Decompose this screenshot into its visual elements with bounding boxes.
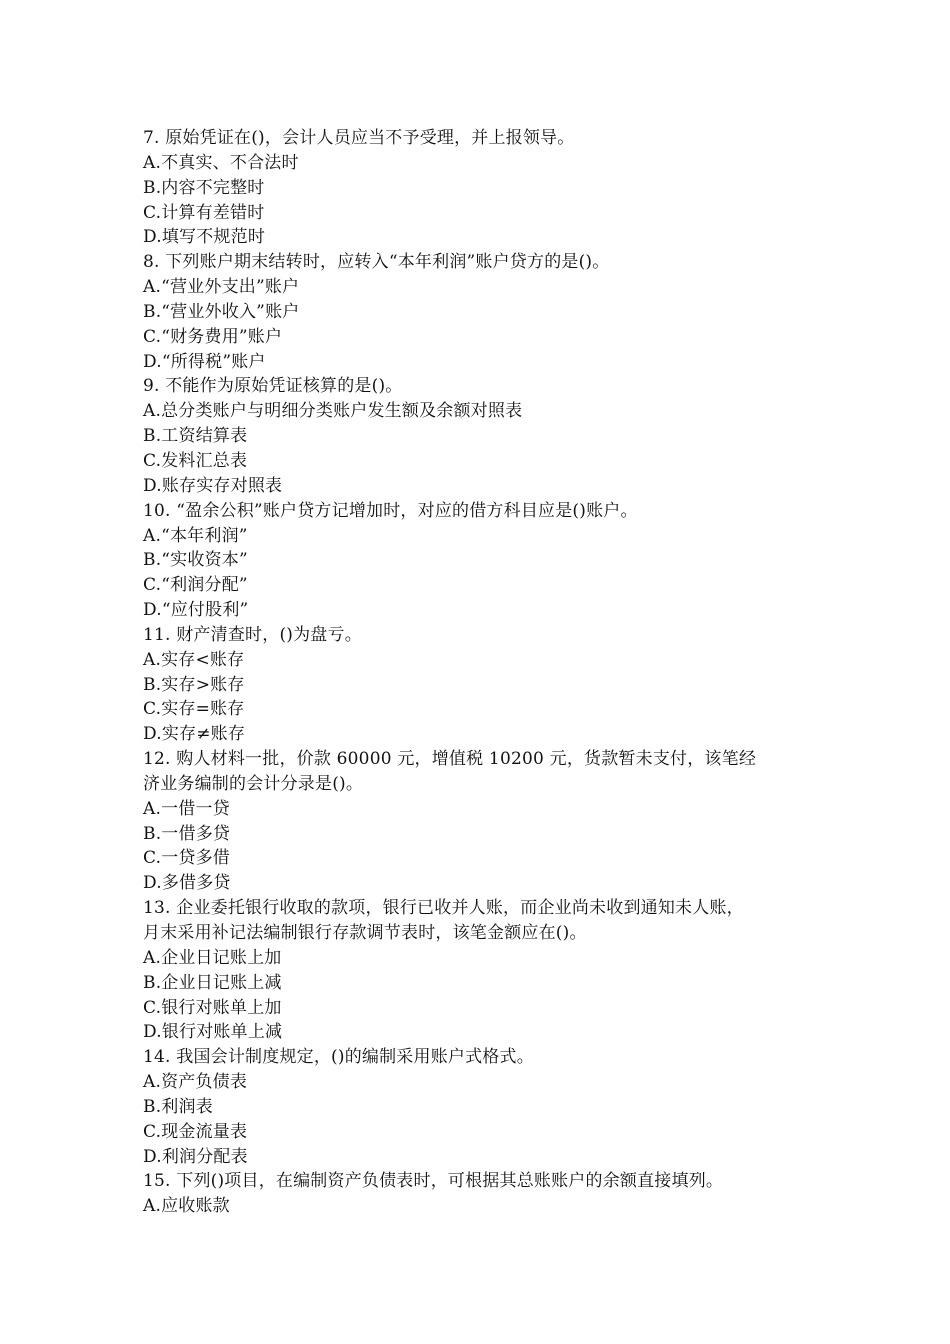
question-14-option-b: B.利润表: [143, 1096, 213, 1117]
question-10-option-d: D.“应付股利”: [143, 600, 249, 621]
question-14-option-a: A.资产负债表: [143, 1072, 248, 1093]
question-11-option-c: C.实存=账存: [143, 699, 245, 720]
question-10-option-b: B.“实收资本”: [143, 550, 248, 571]
question-7-option-a: A.不真实、不合法时: [143, 152, 299, 173]
question-9-option-d: D.账存实存对照表: [143, 475, 283, 496]
question-9-option-a: A.总分类账户与明细分类账户发生额及余额对照表: [143, 401, 523, 422]
question-7-option-d: D.填写不规范时: [143, 227, 266, 248]
question-10-stem: 10. “盈余公积”账户贷方记增加时，对应的借方科目应是()账户。: [143, 500, 638, 521]
question-13-option-d: D.银行对账单上减: [143, 1022, 283, 1043]
question-11-option-b: B.实存>账存: [143, 674, 245, 695]
question-14-stem: 14. 我国会计制度规定，()的编制采用账户式格式。: [143, 1047, 534, 1068]
question-12-option-b: B.一借多贷: [143, 823, 231, 844]
question-12-stem-line-1: 12. 购人材料一批，价款 60000 元，增值税 10200 元，货款暂未支付，该笔经: [143, 749, 757, 770]
question-12-option-c: C.一贷多借: [143, 848, 231, 869]
question-14-option-d: D.利润分配表: [143, 1146, 248, 1167]
document-page: [143, 126, 803, 1219]
question-10-option-a: A.“本年利润”: [143, 525, 248, 546]
question-8-option-b: B.“营业外收入”账户: [143, 301, 300, 322]
question-14-option-c: C.现金流量表: [143, 1121, 248, 1142]
question-13-stem-line-1: 13. 企业委托银行收取的款项，银行已收并人账，而企业尚未收到通知未人账，: [143, 898, 744, 919]
question-13-option-b: B.企业日记账上减: [143, 972, 282, 993]
question-13-stem-line-2: 月末采用补记法编制银行存款调节表时，该笔金额应在()。: [143, 923, 587, 943]
question-12-option-d: D.多借多贷: [143, 873, 231, 894]
question-15-stem: 15. 下列()项目，在编制资产负债表时，可根据其总账账户的余额直接填列。: [143, 1171, 724, 1192]
question-13-option-a: A.企业日记账上加: [143, 947, 282, 968]
question-8-option-c: C.“财务费用”账户: [143, 326, 283, 347]
question-9-option-c: C.发料汇总表: [143, 450, 248, 471]
question-7-option-c: C.计算有差错时: [143, 202, 265, 223]
question-12-option-a: A.一借一贷: [143, 798, 230, 819]
question-15-option-a: A.应收账款: [143, 1196, 230, 1217]
question-11-option-a: A.实存<账存: [143, 649, 245, 670]
question-9-option-b: B.工资结算表: [143, 426, 248, 447]
question-8-option-d: D.“所得税”账户: [143, 351, 266, 372]
question-11-option-d: D.实存≠账存: [143, 724, 246, 745]
question-7-option-b: B.内容不完整时: [143, 177, 265, 198]
question-8-stem: 8. 下列账户期末结转时，应转入“本年利润”账户贷方的是()。: [143, 252, 610, 273]
question-9-stem: 9. 不能作为原始凭证核算的是()。: [143, 376, 403, 397]
question-11-stem: 11. 财产清查时，()为盘亏。: [143, 624, 362, 645]
question-12-stem-line-2: 济业务编制的会计分录是()。: [143, 773, 364, 794]
question-10-option-c: C.“利润分配”: [143, 575, 248, 596]
question-7-stem: 7. 原始凭证在()，会计人员应当不予受理，并上报领导。: [143, 128, 575, 148]
question-13-option-c: C.银行对账单上加: [143, 997, 282, 1018]
question-8-option-a: A.“营业外支出”账户: [143, 277, 300, 298]
